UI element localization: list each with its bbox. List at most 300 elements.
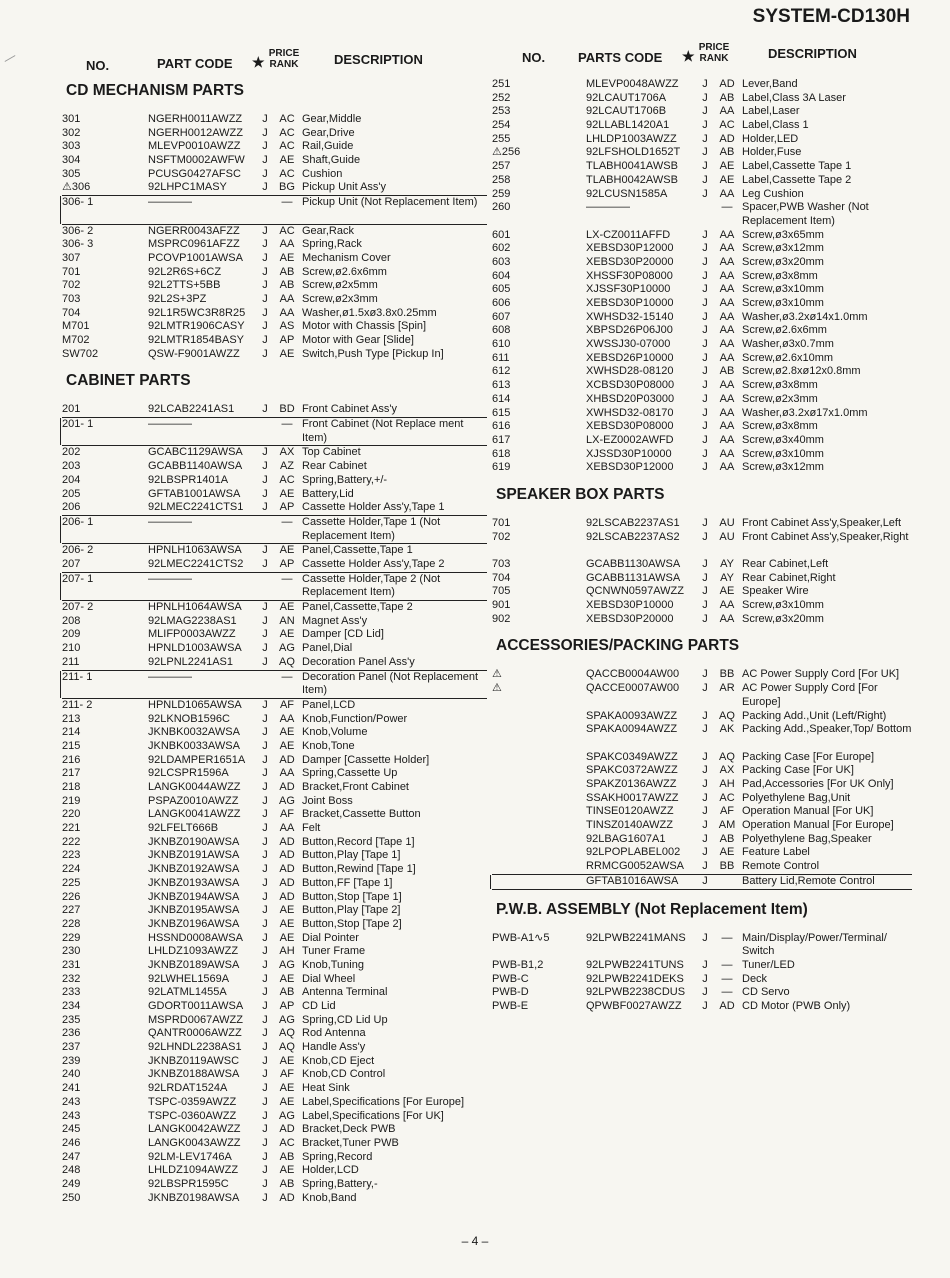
j-flag: J	[702, 599, 708, 612]
part-code: LANGK0043AWZZ	[148, 1136, 241, 1149]
margin-mark	[5, 55, 16, 62]
table-row	[492, 723, 912, 750]
description: Joint Boss	[302, 794, 353, 807]
part-code: ————	[148, 515, 192, 528]
description: Rear Cabinet,Left	[742, 558, 829, 571]
price-rank: AD	[279, 849, 295, 862]
price-rank: AD	[279, 1191, 295, 1204]
item-no: 204	[62, 473, 81, 486]
j-flag: J	[262, 113, 268, 125]
table-row	[492, 751, 912, 765]
part-code: JKNBZ0193AWSA	[148, 876, 240, 889]
description: Heat Sink	[302, 1082, 350, 1095]
description: Knob,Function/Power	[302, 712, 408, 725]
description: Front Cabinet Ass'y	[302, 403, 398, 416]
j-flag: J	[262, 1123, 268, 1136]
part-code: TSPC-0359AWZZ	[148, 1095, 237, 1108]
item-no: 604	[492, 269, 511, 282]
table-row	[62, 320, 487, 334]
description: Front Cabinet (Not Replace ment Item)	[302, 418, 464, 444]
table-row	[492, 338, 912, 352]
table-row	[62, 558, 487, 572]
table-row	[492, 959, 912, 973]
part-code: 92LCUSN1585A	[586, 187, 668, 200]
price-rank: AE	[719, 160, 735, 173]
item-no: ⚠256	[492, 146, 521, 159]
j-flag: J	[262, 726, 268, 739]
price-rank: AE	[279, 739, 295, 752]
item-no: 705	[492, 585, 511, 598]
price-rank: AA	[719, 105, 735, 118]
header-price-rank: PRICE RANK	[698, 42, 730, 64]
table-row	[62, 154, 487, 168]
item-no: 234	[62, 1000, 81, 1013]
j-flag: J	[702, 958, 708, 971]
description: Label,Specifications [For UK]	[302, 1109, 444, 1122]
price-rank: AF	[279, 698, 295, 711]
item-no: 201- 1	[62, 418, 94, 431]
part-code: XEBSD26P10000	[586, 351, 674, 364]
item-no: 221	[62, 822, 81, 835]
price-rank: —	[721, 958, 733, 971]
part-code: 92L2S+3PZ	[148, 292, 207, 305]
table-row	[62, 642, 487, 656]
j-flag: J	[702, 530, 708, 543]
table-row	[62, 460, 487, 474]
price-rank: AD	[719, 132, 735, 145]
price-rank: AA	[719, 406, 735, 419]
table-row	[62, 849, 487, 863]
part-code: GCABB1130AWSA	[586, 558, 681, 571]
j-flag: J	[262, 698, 268, 711]
j-flag: J	[262, 931, 268, 944]
table-row	[62, 699, 487, 713]
item-no: 613	[492, 379, 511, 392]
price-rank: AF	[279, 808, 295, 821]
description: Decoration Panel Ass'y	[302, 655, 415, 668]
description: Mechanism Cover	[302, 251, 391, 264]
price-rank: —	[281, 418, 293, 431]
j-flag: J	[702, 283, 708, 296]
j-flag: J	[262, 1177, 268, 1190]
table-row	[492, 146, 912, 160]
price-rank: AE	[279, 251, 295, 264]
item-no: 250	[62, 1191, 81, 1204]
table-row	[492, 105, 912, 119]
price-rank: AD	[719, 999, 735, 1012]
price-rank: AA	[719, 297, 735, 310]
item-no: 218	[62, 781, 81, 794]
table-row	[492, 585, 912, 599]
part-code: LHLDZ1094AWZZ	[148, 1164, 239, 1177]
price-rank: AA	[279, 712, 295, 725]
item-no: 216	[62, 753, 81, 766]
accessories-table	[492, 668, 912, 889]
table-row	[62, 713, 487, 727]
table-row	[62, 1000, 487, 1014]
right-column-header	[492, 40, 912, 78]
part-code: XHSSF30P08000	[586, 269, 673, 282]
table-row	[62, 307, 487, 321]
description: Front Cabinet Ass'y,Speaker,Right	[742, 530, 909, 543]
price-rank: AC	[279, 224, 295, 237]
part-code: SPAKC0349AWZZ	[586, 750, 678, 763]
item-no: 608	[492, 324, 511, 337]
description: Rear Cabinet,Right	[742, 571, 836, 584]
table-row	[62, 1164, 487, 1178]
description: Packing Add.,Speaker,Top/ Bottom	[742, 723, 912, 736]
item-no: 255	[492, 132, 511, 145]
j-flag: J	[702, 420, 708, 433]
table-row	[492, 572, 912, 586]
part-code: HPNLH1064AWSA	[148, 601, 242, 614]
price-rank: AG	[279, 1013, 295, 1026]
price-rank: BB	[719, 668, 735, 681]
j-flag: J	[262, 958, 268, 971]
table-row	[492, 932, 912, 959]
item-no: 207- 1	[62, 572, 94, 585]
price-rank: AB	[719, 832, 735, 845]
part-code: 92LM-LEV1746A	[148, 1150, 232, 1163]
part-code: XWSSJ30-07000	[586, 338, 671, 351]
part-code: JKNBZ0191AWSA	[148, 849, 240, 862]
table-row	[62, 127, 487, 141]
j-flag: J	[262, 849, 268, 862]
part-code: XWHSD32-15140	[586, 310, 674, 323]
table-row	[492, 379, 912, 393]
item-no: 209	[62, 628, 81, 641]
price-rank: —	[281, 196, 293, 209]
part-code: MLEVP0010AWZZ	[148, 140, 241, 153]
table-row	[492, 242, 912, 256]
j-flag: J	[262, 265, 268, 278]
price-rank: AA	[719, 392, 735, 405]
description: Main/Display/Power/Terminal/ Switch	[742, 931, 887, 958]
price-rank: BB	[719, 860, 735, 873]
item-no: 607	[492, 310, 511, 323]
description: Motor with Gear [Slide]	[302, 334, 414, 347]
j-flag: J	[702, 379, 708, 392]
price-rank: AG	[279, 642, 295, 655]
price-rank: AG	[279, 1109, 295, 1122]
description: Holder,LED	[742, 132, 799, 145]
item-no: 214	[62, 726, 81, 739]
table-row	[492, 256, 912, 270]
part-code: NGERR0043AFZZ	[148, 224, 240, 237]
part-code: 92LPOPLABEL002	[586, 846, 681, 859]
price-rank: AF	[719, 805, 735, 818]
description: Pickup Unit (Not Replacement Item)	[302, 196, 478, 209]
part-code: GFTAB1016AWSA	[586, 874, 679, 887]
part-code: TINSE0120AWZZ	[586, 805, 674, 818]
part-code: 92LMTR1906CASY	[148, 320, 245, 333]
item-no: 605	[492, 283, 511, 296]
description: Spring,Cassette Up	[302, 767, 398, 780]
table-row	[62, 1055, 487, 1069]
part-code: HPNLD1065AWSA	[148, 698, 242, 711]
j-flag: J	[702, 750, 708, 763]
j-flag: J	[702, 461, 708, 474]
description: Felt	[302, 822, 321, 835]
j-flag: J	[262, 614, 268, 627]
table-row	[62, 726, 487, 740]
item-no: 901	[492, 599, 511, 612]
speaker-box-table	[492, 517, 912, 627]
price-rank: AP	[279, 1000, 295, 1013]
table-row	[62, 279, 487, 293]
part-code: XCBSD30P08000	[586, 379, 675, 392]
j-flag: J	[262, 945, 268, 958]
j-flag: J	[262, 739, 268, 752]
j-flag: J	[702, 860, 708, 873]
part-code: NSFTM0002AWFW	[148, 154, 245, 167]
item-no: 211	[62, 655, 80, 668]
table-row	[62, 754, 487, 768]
part-code: LANGK0041AWZZ	[148, 808, 241, 821]
description: CD Lid	[302, 1000, 336, 1013]
part-code: ————	[148, 196, 192, 209]
table-row	[492, 846, 912, 860]
j-flag: J	[262, 460, 268, 473]
price-rank: AE	[279, 487, 295, 500]
part-code: HSSND0008AWSA	[148, 931, 243, 944]
part-code: XEBSD30P10000	[586, 599, 674, 612]
j-flag: J	[702, 682, 708, 695]
part-code: MSPRC0961AFZZ	[148, 238, 240, 251]
description: Packing Add.,Unit (Left/Right)	[742, 709, 887, 722]
table-row	[492, 270, 912, 284]
item-no: 231	[62, 958, 81, 971]
j-flag: J	[702, 558, 708, 571]
description: Bracket,Cassette Button	[302, 808, 421, 821]
part-code: JKNBZ0119AWSC	[148, 1054, 240, 1067]
description: Decoration Panel (Not Replacement Item)	[302, 670, 479, 697]
item-no: 614	[492, 392, 511, 405]
description: Knob,Band	[302, 1191, 357, 1204]
table-row	[492, 78, 912, 92]
part-code: JKNBZ0190AWSA	[148, 835, 240, 848]
part-code: GCABB1131AWSA	[586, 571, 681, 584]
description: Spring,Rack	[302, 238, 362, 251]
description: Washer,ø3x0.7mm	[742, 338, 834, 351]
j-flag: J	[262, 224, 268, 237]
part-code: GCABC1129AWSA	[148, 446, 243, 459]
description: Washer,ø3.2xø17x1.0mm	[742, 406, 868, 419]
description: Washer,ø1.5xø3.8x0.25mm	[302, 306, 437, 319]
description: Screw,ø3x40mm	[742, 433, 824, 446]
j-flag: J	[702, 269, 708, 282]
part-code: RRMCG0052AWSA	[586, 860, 685, 873]
section-title-cd-mechanism: CD MECHANISM PARTS	[66, 82, 244, 99]
description: Washer,ø3.2xø14x1.0mm	[742, 310, 868, 323]
price-rank: AD	[279, 876, 295, 889]
item-no: 201	[62, 403, 81, 416]
table-row	[62, 1096, 487, 1110]
price-rank: AD	[279, 890, 295, 903]
table-row	[492, 764, 912, 778]
price-rank: AC	[719, 119, 735, 132]
table-row	[492, 133, 912, 147]
price-rank: AA	[719, 187, 735, 200]
j-flag: J	[702, 433, 708, 446]
right-column	[492, 40, 912, 1014]
table-row	[492, 973, 912, 987]
description: Pad,Accessories [For UK Only]	[742, 778, 894, 790]
table-row	[62, 615, 487, 629]
description: Remote Control	[742, 860, 820, 873]
description: Rod Antenna	[302, 1027, 366, 1040]
part-code: 92LCAUT1706B	[586, 105, 667, 118]
price-rank: AD	[279, 781, 295, 794]
price-rank: AX	[279, 446, 295, 459]
item-no: 253	[492, 105, 511, 118]
part-code: QANTR0006AWZZ	[148, 1027, 242, 1040]
table-row	[492, 517, 912, 531]
part-code: JKNBZ0198AWSA	[148, 1191, 240, 1204]
description: Knob,Tuning	[302, 958, 364, 971]
item-no: 229	[62, 931, 81, 944]
price-rank: AS	[279, 320, 295, 333]
item-no: 225	[62, 876, 81, 889]
table-row	[62, 1178, 487, 1192]
description: CD Servo	[742, 986, 790, 999]
description: Handle Ass'y	[302, 1041, 366, 1054]
table-row	[62, 808, 487, 822]
part-code: XJSSF30P10000	[586, 283, 671, 296]
left-column-header	[62, 40, 487, 78]
item-no: 206	[62, 501, 81, 514]
description: Screw,ø2.6x10mm	[742, 351, 834, 364]
table-row	[62, 918, 487, 932]
description: Damper [Cassette Holder]	[302, 753, 430, 766]
table-row	[62, 795, 487, 809]
j-flag: J	[702, 242, 708, 255]
item-no: 307	[62, 251, 81, 264]
part-code: JKNBK0033AWSA	[148, 739, 240, 752]
part-code: SSAKH0017AWZZ	[586, 791, 679, 804]
description: Knob,Volume	[302, 726, 368, 739]
part-code: 92LWHEL1569A	[148, 972, 230, 985]
description: Holder,Fuse	[742, 146, 802, 159]
price-rank: AM	[718, 819, 736, 832]
item-no: 215	[62, 739, 81, 752]
description: Deck	[742, 972, 768, 985]
item-no: 247	[62, 1150, 81, 1163]
table-row	[492, 119, 912, 133]
j-flag: J	[702, 585, 708, 598]
price-rank: AQ	[719, 750, 735, 763]
price-rank: AG	[279, 958, 295, 971]
j-flag: J	[262, 753, 268, 766]
table-row	[492, 778, 912, 792]
table-row	[62, 113, 487, 127]
description: AC Power Supply Cord [For Europe]	[742, 682, 878, 708]
item-no: 208	[62, 614, 81, 627]
item-no: SW702	[62, 347, 99, 360]
part-code: 92LHPC1MASY	[148, 181, 227, 194]
j-flag: J	[262, 1054, 268, 1067]
price-rank: —	[721, 201, 733, 214]
part-code: MLEVP0048AWZZ	[586, 78, 679, 90]
j-flag: J	[262, 808, 268, 821]
description: Leg Cushion	[742, 187, 804, 200]
part-code: 92LSCAB2237AS2	[586, 530, 680, 543]
j-flag: J	[262, 1109, 268, 1122]
item-no: 230	[62, 945, 81, 958]
price-rank: AQ	[719, 709, 735, 722]
item-no: 207- 2	[62, 601, 94, 614]
part-code: XEBSD30P12000	[586, 461, 674, 474]
table-row	[62, 1151, 487, 1165]
price-rank: BG	[279, 181, 295, 194]
item-no: 207	[62, 557, 81, 570]
item-no: 304	[62, 154, 81, 167]
table-row	[492, 92, 912, 106]
j-flag: J	[702, 447, 708, 460]
description: Screw,ø3x12mm	[742, 461, 824, 474]
item-no: 232	[62, 972, 81, 985]
part-code: ————	[148, 418, 192, 431]
j-flag: J	[262, 292, 268, 305]
item-no: 239	[62, 1054, 81, 1067]
table-row	[62, 515, 487, 544]
table-row	[62, 767, 487, 781]
j-flag: J	[702, 173, 708, 186]
j-flag: J	[702, 228, 708, 241]
table-row	[492, 1000, 912, 1014]
item-no: PWB-E	[492, 999, 529, 1012]
item-no: 619	[492, 461, 511, 474]
part-code: LANGK0044AWZZ	[148, 781, 241, 794]
part-code: JKNBZ0194AWSA	[148, 890, 240, 903]
table-row	[62, 904, 487, 918]
j-flag: J	[702, 972, 708, 985]
price-rank: AY	[720, 558, 734, 571]
item-no: 220	[62, 808, 81, 821]
table-row	[492, 352, 912, 366]
price-rank: AC	[719, 791, 735, 804]
j-flag: J	[262, 1027, 268, 1040]
part-code: ————	[586, 201, 630, 214]
table-row	[62, 891, 487, 905]
price-rank: AC	[279, 473, 295, 486]
part-code: QCNWN0597AWZZ	[586, 585, 684, 598]
price-rank: AD	[279, 753, 295, 766]
item-no: 206- 2	[62, 544, 94, 557]
description: Screw,ø3x65mm	[742, 228, 824, 241]
price-rank: AE	[279, 726, 295, 739]
price-rank: AD	[279, 1123, 295, 1136]
item-no: 211- 1	[62, 670, 93, 683]
part-code: LX-CZ0011AFFD	[586, 228, 671, 241]
j-flag: J	[262, 473, 268, 486]
item-no: 301	[62, 113, 81, 125]
table-row	[62, 1041, 487, 1055]
item-no: 217	[62, 767, 81, 780]
table-row	[492, 283, 912, 297]
j-flag: J	[262, 140, 268, 153]
item-no: 226	[62, 890, 81, 903]
table-row	[62, 656, 487, 670]
item-no: M701	[62, 320, 90, 333]
description: Screw,ø3x20mm	[742, 612, 824, 625]
description: Label,Class 3A Laser	[742, 91, 846, 104]
item-no: PWB-A1∿5	[492, 931, 550, 944]
description: Top Cabinet	[302, 446, 361, 459]
part-code: XEBSD30P20000	[586, 255, 674, 268]
description: Label,Laser	[742, 105, 800, 118]
part-code: PSPAZ0010AWZZ	[148, 794, 239, 807]
